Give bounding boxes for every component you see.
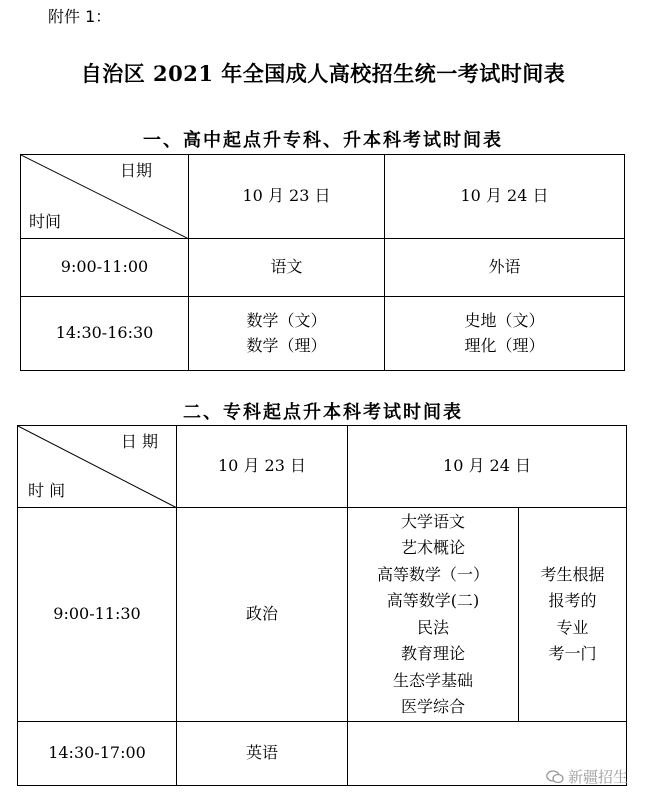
subject: 理化（理） xyxy=(464,335,545,355)
corner-header-cell xyxy=(18,426,177,508)
wechat-icon xyxy=(546,770,564,784)
time-cell: 9:00-11:30 xyxy=(18,508,177,722)
corner-date-label: 日 期 xyxy=(120,432,158,451)
note-line: 考生根据 xyxy=(540,564,605,584)
note-line: 专业 xyxy=(556,617,589,637)
subject: 艺术概论 xyxy=(400,538,465,557)
subject: 语文 xyxy=(270,257,303,277)
section2-table xyxy=(17,425,627,786)
subject: 数学（理） xyxy=(246,335,327,355)
subject: 外语 xyxy=(488,257,521,277)
subject-cell xyxy=(385,239,625,297)
date-header: 10 月 23 日 xyxy=(189,155,385,239)
note-line: 报考的 xyxy=(548,591,597,610)
subject-cell: 政治 xyxy=(177,508,348,722)
watermark xyxy=(546,766,628,787)
date-header: 10 月 24 日 xyxy=(348,426,627,508)
subject: 史地（文） xyxy=(464,310,545,330)
subject-cell xyxy=(385,297,625,371)
subject-cell: 英语 xyxy=(177,722,348,786)
subject: 民法 xyxy=(416,617,449,637)
subject: 数学（文） xyxy=(246,310,327,330)
note-line: 考一门 xyxy=(548,644,597,663)
corner-header-cell xyxy=(21,155,189,239)
subject-list-cell xyxy=(348,508,519,722)
attachment-label: 附件 1： xyxy=(48,7,112,26)
subject: 高等数学（一） xyxy=(376,564,489,584)
section1-table xyxy=(20,154,625,371)
subject: 医学综合 xyxy=(400,697,465,716)
time-cell: 14:30-17:00 xyxy=(18,722,177,786)
time-cell: 14:30-16:30 xyxy=(21,297,189,371)
subject: 大学语文 xyxy=(400,511,465,531)
date-header: 10 月 23 日 xyxy=(177,426,348,508)
section1-heading: 一、高中起点升专科、升本科考试时间表 xyxy=(143,130,503,151)
subject: 教育理论 xyxy=(400,644,465,663)
subject: 生态学基础 xyxy=(392,670,473,690)
corner-date-label: 日期 xyxy=(119,161,152,180)
subject-cell xyxy=(189,297,385,371)
corner-time-label: 时 间 xyxy=(28,481,66,500)
page-title: 自治区 2021 年全国成人高校招生统一考试时间表 xyxy=(80,61,566,86)
watermark-text: 新疆招生 xyxy=(567,768,628,786)
section2-heading: 二、专科起点升本科考试时间表 xyxy=(183,402,463,423)
date-header: 10 月 24 日 xyxy=(385,155,625,239)
subject-cell xyxy=(189,239,385,297)
note-cell xyxy=(519,508,627,722)
corner-time-label: 时间 xyxy=(29,212,62,231)
subject: 高等数学(二) xyxy=(386,591,480,610)
time-cell: 9:00-11:00 xyxy=(21,239,189,297)
